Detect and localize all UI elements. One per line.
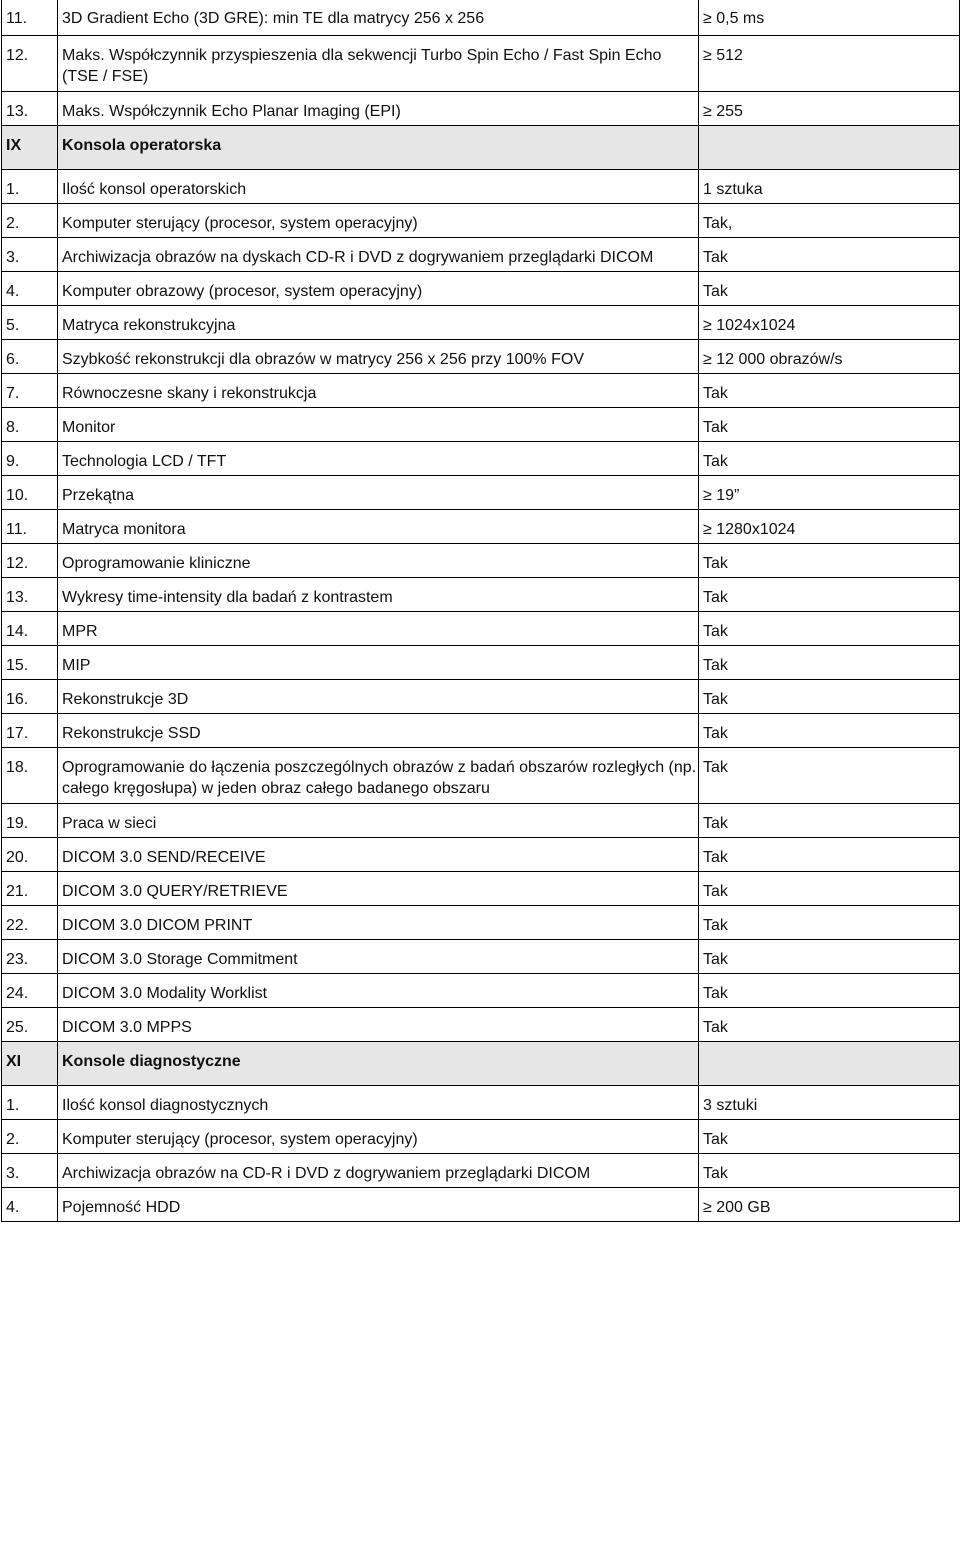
row-number: 12. xyxy=(2,36,58,92)
specification-table xyxy=(1,0,960,1222)
row-value: ≥ 12 000 obrazów/s xyxy=(699,340,960,374)
row-number: 11. xyxy=(2,0,58,36)
row-description: Matryca monitora xyxy=(58,510,699,544)
row-number: 25. xyxy=(2,1008,58,1042)
row-description: DICOM 3.0 Storage Commitment xyxy=(58,940,699,974)
section-value xyxy=(699,1042,960,1086)
row-value: Tak xyxy=(699,748,960,804)
row-value: Tak xyxy=(699,374,960,408)
specification-table-body xyxy=(2,0,960,1222)
table-row xyxy=(2,170,960,204)
section-title: Konsola operatorska xyxy=(58,126,699,170)
row-description: Ilość konsol operatorskich xyxy=(58,170,699,204)
row-description: Ilość konsol diagnostycznych xyxy=(58,1086,699,1120)
table-row xyxy=(2,510,960,544)
row-value: Tak xyxy=(699,680,960,714)
row-value: Tak xyxy=(699,408,960,442)
table-row xyxy=(2,748,960,804)
table-row xyxy=(2,36,960,92)
row-number: 4. xyxy=(2,272,58,306)
row-number: 14. xyxy=(2,612,58,646)
row-description: Komputer sterujący (procesor, system operacyjny) xyxy=(58,204,699,238)
row-number: 7. xyxy=(2,374,58,408)
row-description: Maks. Współczynnik przyspieszenia dla sekwencji Turbo Spin Echo / Fast Spin Echo (TSE / FSE) xyxy=(58,36,699,92)
row-value: Tak xyxy=(699,804,960,838)
row-description: Oprogramowanie kliniczne xyxy=(58,544,699,578)
table-row xyxy=(2,204,960,238)
row-value: Tak xyxy=(699,544,960,578)
table-row xyxy=(2,1154,960,1188)
row-description: DICOM 3.0 SEND/RECEIVE xyxy=(58,838,699,872)
row-value: Tak xyxy=(699,442,960,476)
row-description: DICOM 3.0 Modality Worklist xyxy=(58,974,699,1008)
table-row xyxy=(2,544,960,578)
row-value: Tak, xyxy=(699,204,960,238)
row-value: ≥ 1280x1024 xyxy=(699,510,960,544)
row-value: ≥ 200 GB xyxy=(699,1188,960,1222)
row-number: 19. xyxy=(2,804,58,838)
row-number: 20. xyxy=(2,838,58,872)
table-row xyxy=(2,442,960,476)
row-value: Tak xyxy=(699,1120,960,1154)
row-number: 4. xyxy=(2,1188,58,1222)
row-description: Matryca rekonstrukcyjna xyxy=(58,306,699,340)
table-row xyxy=(2,408,960,442)
row-value: Tak xyxy=(699,1008,960,1042)
row-value: Tak xyxy=(699,872,960,906)
section-header-row xyxy=(2,1042,960,1086)
table-row xyxy=(2,804,960,838)
row-value: Tak xyxy=(699,1154,960,1188)
row-number: 17. xyxy=(2,714,58,748)
row-number: 3. xyxy=(2,1154,58,1188)
table-row xyxy=(2,476,960,510)
row-value: Tak xyxy=(699,646,960,680)
row-number: 1. xyxy=(2,1086,58,1120)
table-row xyxy=(2,340,960,374)
row-value: Tak xyxy=(699,714,960,748)
row-number: 8. xyxy=(2,408,58,442)
row-description: Przekątna xyxy=(58,476,699,510)
row-description: Rekonstrukcje 3D xyxy=(58,680,699,714)
table-row xyxy=(2,374,960,408)
row-number: 2. xyxy=(2,1120,58,1154)
row-description: Praca w sieci xyxy=(58,804,699,838)
table-row xyxy=(2,974,960,1008)
row-number: 6. xyxy=(2,340,58,374)
row-value: ≥ 1024x1024 xyxy=(699,306,960,340)
row-value: ≥ 255 xyxy=(699,92,960,126)
row-description: Wykresy time-intensity dla badań z kontrastem xyxy=(58,578,699,612)
row-number: 12. xyxy=(2,544,58,578)
row-number: 16. xyxy=(2,680,58,714)
row-value: ≥ 19” xyxy=(699,476,960,510)
table-row xyxy=(2,838,960,872)
row-number: 2. xyxy=(2,204,58,238)
row-number: 5. xyxy=(2,306,58,340)
table-row xyxy=(2,714,960,748)
row-value: Tak xyxy=(699,612,960,646)
row-description: Pojemność HDD xyxy=(58,1188,699,1222)
row-value: Tak xyxy=(699,272,960,306)
row-description: DICOM 3.0 DICOM PRINT xyxy=(58,906,699,940)
row-number: 11. xyxy=(2,510,58,544)
row-number: 21. xyxy=(2,872,58,906)
table-row xyxy=(2,0,960,36)
row-value: Tak xyxy=(699,238,960,272)
row-description: Maks. Współczynnik Echo Planar Imaging (EPI) xyxy=(58,92,699,126)
row-number: 9. xyxy=(2,442,58,476)
row-number: 15. xyxy=(2,646,58,680)
row-description: MPR xyxy=(58,612,699,646)
table-row xyxy=(2,272,960,306)
section-value xyxy=(699,126,960,170)
table-row xyxy=(2,872,960,906)
section-title: Konsole diagnostyczne xyxy=(58,1042,699,1086)
row-number: 3. xyxy=(2,238,58,272)
table-row xyxy=(2,238,960,272)
row-value: Tak xyxy=(699,906,960,940)
row-value: 3 sztuki xyxy=(699,1086,960,1120)
table-row xyxy=(2,1086,960,1120)
row-description: MIP xyxy=(58,646,699,680)
table-row xyxy=(2,306,960,340)
row-description: Oprogramowanie do łączenia poszczególnych obrazów z badań obszarów rozległych (np. całego kręgosłupa) w jeden obraz całego badanego obszaru xyxy=(58,748,699,804)
table-row xyxy=(2,680,960,714)
table-row xyxy=(2,906,960,940)
row-description: Równoczesne skany i rekonstrukcja xyxy=(58,374,699,408)
row-value: 1 sztuka xyxy=(699,170,960,204)
row-description: Rekonstrukcje SSD xyxy=(58,714,699,748)
section-number: IX xyxy=(2,126,58,170)
row-value: Tak xyxy=(699,974,960,1008)
section-number: XI xyxy=(2,1042,58,1086)
row-description: Monitor xyxy=(58,408,699,442)
row-value: Tak xyxy=(699,838,960,872)
row-description: DICOM 3.0 MPPS xyxy=(58,1008,699,1042)
row-description: Archiwizacja obrazów na dyskach CD-R i DVD z dogrywaniem przeglądarki DICOM xyxy=(58,238,699,272)
table-row xyxy=(2,612,960,646)
row-number: 23. xyxy=(2,940,58,974)
section-header-row xyxy=(2,126,960,170)
row-description: Komputer obrazowy (procesor, system operacyjny) xyxy=(58,272,699,306)
row-description: Archiwizacja obrazów na CD-R i DVD z dogrywaniem przeglądarki DICOM xyxy=(58,1154,699,1188)
row-description: DICOM 3.0 QUERY/RETRIEVE xyxy=(58,872,699,906)
table-row xyxy=(2,1008,960,1042)
table-row xyxy=(2,578,960,612)
row-value: ≥ 512 xyxy=(699,36,960,92)
row-number: 13. xyxy=(2,578,58,612)
row-value: Tak xyxy=(699,940,960,974)
row-number: 10. xyxy=(2,476,58,510)
row-number: 22. xyxy=(2,906,58,940)
row-description: Technologia LCD / TFT xyxy=(58,442,699,476)
row-description: 3D Gradient Echo (3D GRE): min TE dla matrycy 256 x 256 xyxy=(58,0,699,36)
row-description: Szybkość rekonstrukcji dla obrazów w matrycy 256 x 256 przy 100% FOV xyxy=(58,340,699,374)
table-row xyxy=(2,940,960,974)
table-row xyxy=(2,646,960,680)
table-row xyxy=(2,1188,960,1222)
table-row xyxy=(2,1120,960,1154)
row-number: 13. xyxy=(2,92,58,126)
row-description: Komputer sterujący (procesor, system operacyjny) xyxy=(58,1120,699,1154)
row-value: ≥ 0,5 ms xyxy=(699,0,960,36)
row-value: Tak xyxy=(699,578,960,612)
table-row xyxy=(2,92,960,126)
row-number: 18. xyxy=(2,748,58,804)
row-number: 1. xyxy=(2,170,58,204)
row-number: 24. xyxy=(2,974,58,1008)
